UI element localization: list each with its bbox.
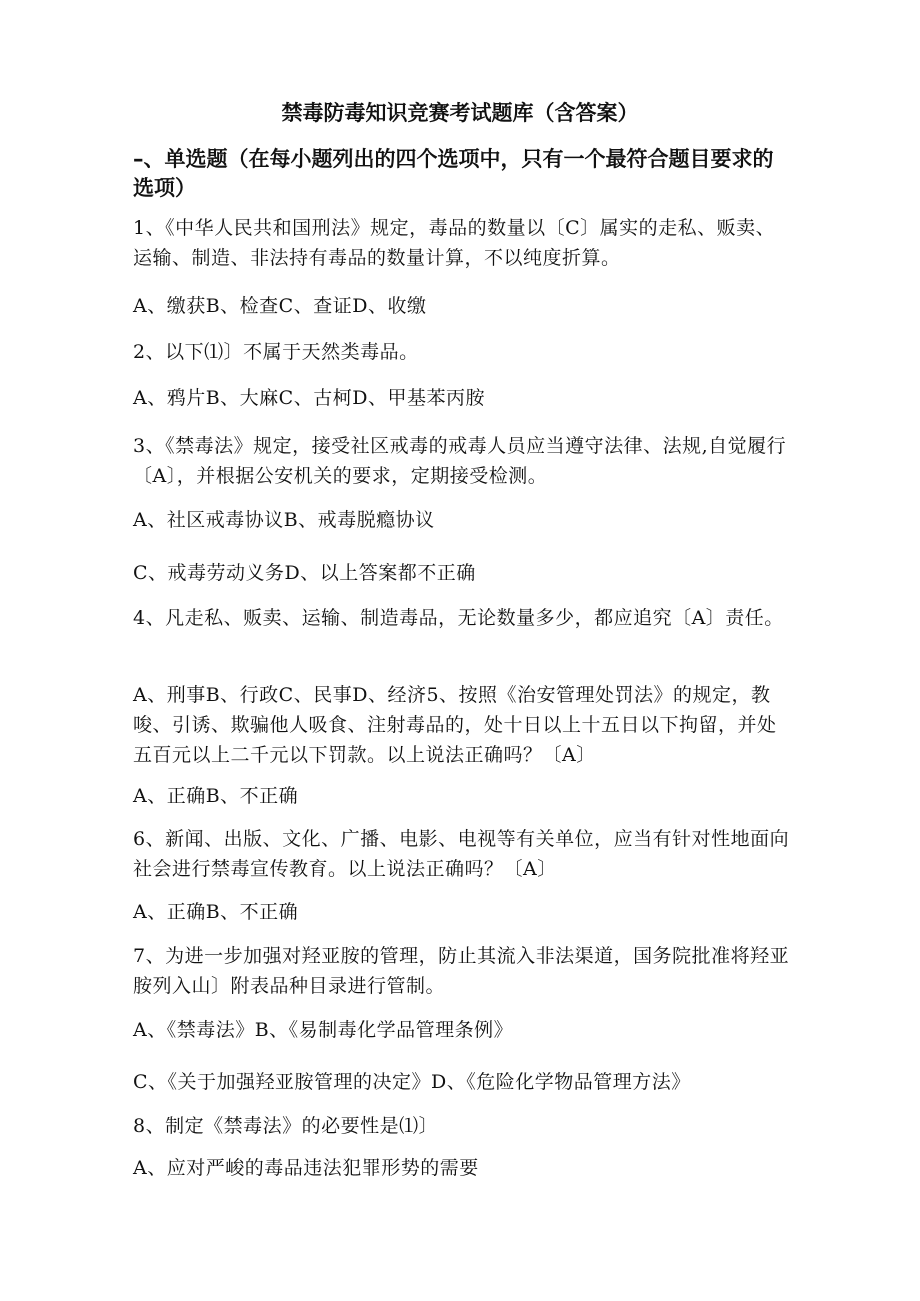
question-2: 2、以下⑴〕不属于天然类毒品。 (133, 341, 419, 363)
options-8a: A、应对严峻的毒品违法犯罪形势的需要 (133, 1157, 479, 1179)
options-4-question-5: A、刑事B、行政C、民事D、经济5、按照《治安管理处罚法》的规定，教唆、引诱、欺骗他人吸食、注射毒品的，处十日以上十五日以下拘留，并处五百元以上二千元以下罚款。以上说法正确吗？〔A〕 (133, 684, 777, 766)
question-7: 7、为进一步加强对羟亚胺的管理，防止其流入非法渠道，国务院批准将羟亚胺列入山〕附表品种目录进行管制。 (133, 945, 790, 997)
options-7b: C、《关于加强羟亚胺管理的决定》D、《危险化学物品管理方法》 (133, 1071, 691, 1093)
options-6: A、正确B、不正确 (133, 901, 299, 923)
question-1: 1、《中华人民共和国刑法》规定，毒品的数量以〔C〕属实的走私、贩卖、运输、制造、非法持有毒品的数量计算，不以纯度折算。 (133, 217, 776, 269)
options-7a: A、《禁毒法》B、《易制毒化学品管理条例》 (133, 1019, 514, 1041)
options-5: A、正确B、不正确 (133, 785, 299, 807)
options-3b: C、戒毒劳动义务D、以上答案都不正确 (133, 562, 476, 584)
options-3a: A、社区戒毒协议B、戒毒脱瘾协议 (133, 509, 435, 531)
question-4: 4、凡走私、贩卖、运输、制造毒品，无论数量多少，都应追究〔A〕责任。 (133, 607, 784, 629)
question-6: 6、新闻、出版、文化、广播、电影、电视等有关单位，应当有针对性地面向社会进行禁毒宣传教育。以上说法正确吗？〔A〕 (133, 828, 790, 880)
question-8: 8、制定《禁毒法》的必要性是⑴〕 (133, 1115, 439, 1137)
options-2: A、鸦片B、大麻C、古柯D、甲基苯丙胺 (133, 387, 485, 409)
document-title: 禁毒防毒知识竞赛考试题库（含答案） (281, 101, 639, 125)
question-3: 3、《禁毒法》规定，接受社区戒毒的戒毒人员应当遵守法律、法规,自觉履行〔A〕，并根据公安机关的要求，定期接受检测。 (133, 435, 787, 487)
options-1: A、缴获B、检查C、查证D、收缴 (133, 295, 427, 317)
section-heading: –、单选题（在每小题列出的四个选项中，只有一个最符合题目要求的选项） (133, 147, 774, 200)
